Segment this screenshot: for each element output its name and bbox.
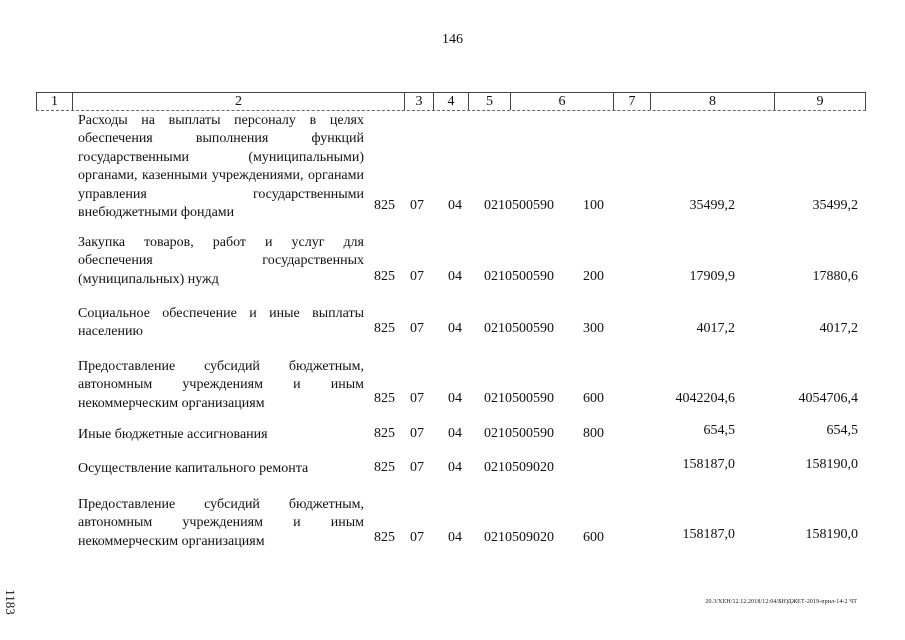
row-description: Расходы на выплаты персоналу в целях обеспечения выполнения функций государственными (муниципальными) органами, казенными учреждениями, органами управления государственными внебюджетными фондами [78, 113, 364, 221]
cell-amount-2019: 158187,0 [682, 527, 735, 542]
cell-target: 0210500590 [484, 198, 554, 213]
cell-amount-2019: 35499,2 [689, 198, 735, 213]
table-row [78, 423, 868, 446]
cell-subsection: 04 [448, 530, 462, 545]
table-row [78, 358, 868, 413]
cell-amount-2020: 654,5 [826, 423, 858, 438]
cell-amount-2019: 4017,2 [696, 321, 735, 336]
row-description: Предоставление субсидий бюджетным, автономным учреждениям и иным некоммерческим организациям [78, 359, 364, 411]
cell-amount-2020: 4054706,4 [798, 391, 858, 406]
table-row [78, 112, 868, 222]
cell-subsection: 04 [448, 198, 462, 213]
cell-section: 07 [410, 530, 424, 545]
cell-amount-2020: 35499,2 [812, 198, 858, 213]
row-description: Закупка товаров, работ и услуг для обеспечения государственных (муниципальных) нужд [78, 235, 364, 287]
header-cell-4: 4 [433, 93, 468, 110]
header-cell-3: 3 [404, 93, 433, 110]
table-header-row [36, 92, 866, 111]
cell-subsection: 04 [448, 269, 462, 284]
cell-section: 07 [410, 426, 424, 441]
row-description: Предоставление субсидий бюджетным, автономным учреждениям и иным некоммерческим организациям [78, 497, 364, 549]
table-row [78, 305, 868, 345]
cell-expense-type: 200 [583, 269, 604, 284]
cell-subsection: 04 [448, 391, 462, 406]
cell-target: 0210509020 [484, 460, 554, 475]
cell-target: 0210500590 [484, 426, 554, 441]
header-cell-7: 7 [613, 93, 650, 110]
cell-ministry: 825 [374, 198, 395, 213]
cell-expense-type: 600 [583, 530, 604, 545]
header-cell-2: 2 [72, 93, 404, 110]
cell-target: 0210509020 [484, 530, 554, 545]
cell-ministry: 825 [374, 391, 395, 406]
cell-expense-type: 800 [583, 426, 604, 441]
cell-section: 07 [410, 460, 424, 475]
table-row [78, 234, 868, 294]
header-cell-9: 9 [774, 93, 866, 110]
cell-subsection: 04 [448, 426, 462, 441]
cell-section: 07 [410, 269, 424, 284]
footer-stamp: 20.3/ХЕН/12.12.2018/12:04/БЮДЖЕТ-2019-прил-14-2 ЧТ [705, 599, 857, 605]
table-row [78, 496, 868, 551]
cell-subsection: 04 [448, 460, 462, 475]
side-page-number: 1183 [3, 589, 18, 615]
header-cell-5: 5 [468, 93, 510, 110]
cell-target: 0210500590 [484, 269, 554, 284]
cell-target: 0210500590 [484, 321, 554, 336]
cell-ministry: 825 [374, 269, 395, 284]
header-cell-1: 1 [36, 93, 72, 110]
cell-section: 07 [410, 198, 424, 213]
row-description: Осуществление капитального ремонта [78, 461, 309, 476]
cell-section: 07 [410, 321, 424, 336]
cell-expense-type: 300 [583, 321, 604, 336]
cell-ministry: 825 [374, 530, 395, 545]
cell-ministry: 825 [374, 460, 395, 475]
page-number: 146 [442, 32, 463, 47]
cell-amount-2020: 4017,2 [819, 321, 858, 336]
cell-amount-2019: 654,5 [703, 423, 735, 438]
cell-amount-2020: 158190,0 [805, 527, 858, 542]
cell-amount-2019: 4042204,6 [675, 391, 735, 406]
cell-expense-type: 100 [583, 198, 604, 213]
cell-amount-2020: 17880,6 [812, 269, 858, 284]
cell-amount-2019: 158187,0 [682, 457, 735, 472]
row-description: Социальное обеспечение и иные выплаты населению [78, 306, 364, 340]
cell-subsection: 04 [448, 321, 462, 336]
cell-ministry: 825 [374, 426, 395, 441]
cell-ministry: 825 [374, 321, 395, 336]
cell-expense-type: 600 [583, 391, 604, 406]
cell-target: 0210500590 [484, 391, 554, 406]
table-row [78, 457, 868, 480]
header-cell-8: 8 [650, 93, 774, 110]
cell-section: 07 [410, 391, 424, 406]
cell-amount-2019: 17909,9 [689, 269, 735, 284]
cell-amount-2020: 158190,0 [805, 457, 858, 472]
row-description: Иные бюджетные ассигнования [78, 427, 268, 442]
header-cell-6: 6 [510, 93, 613, 110]
